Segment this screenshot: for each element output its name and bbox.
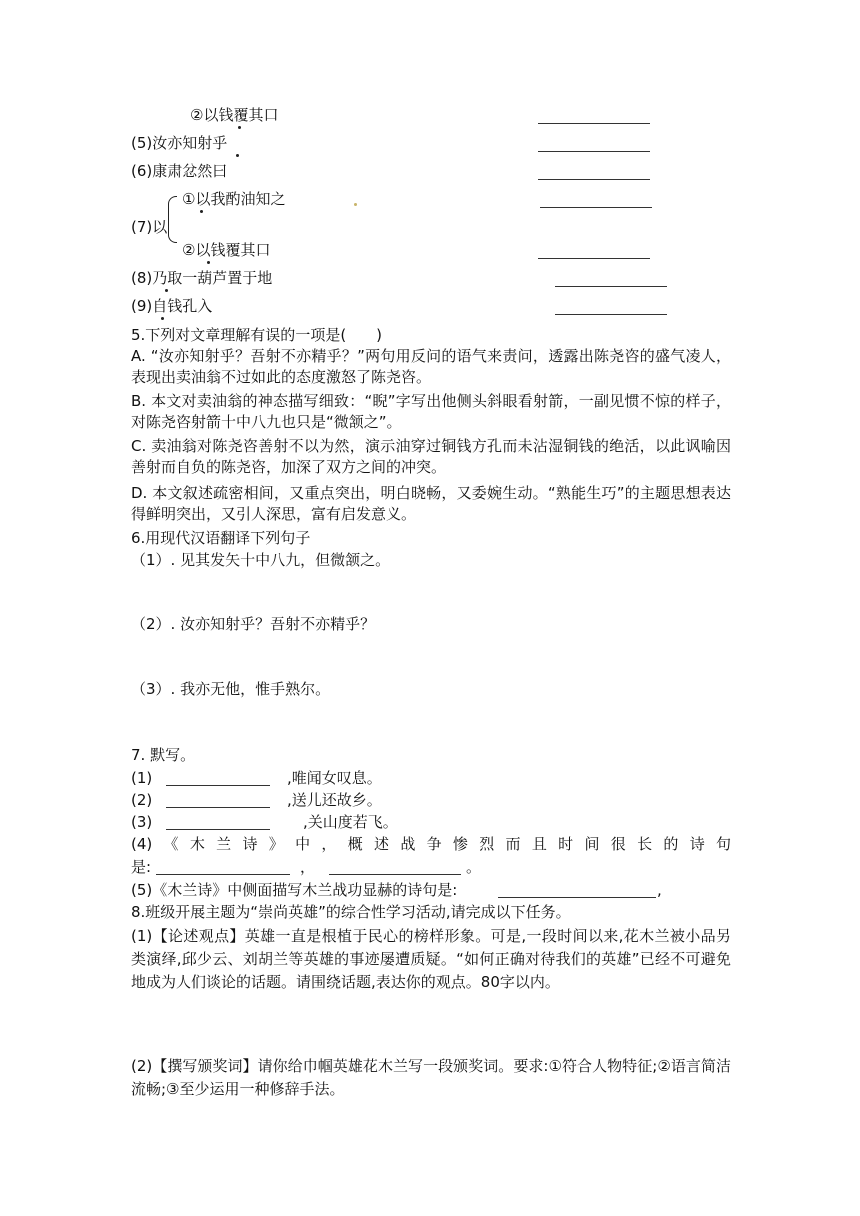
q7-line-1-text: ,唯闻女叹息。 bbox=[287, 769, 382, 787]
q5-option-a: A. “汝亦知射乎？吾射不亦精乎？”两句用反问的语气来责问，透露出陈尧咨的盛气凌人，表现出卖油翁不过如此的态度激怒了陈尧咨。 bbox=[131, 347, 731, 386]
q7-line-5-end: , bbox=[657, 881, 662, 899]
brace-bottom bbox=[168, 219, 177, 243]
stray-mark bbox=[354, 203, 357, 206]
answer-blank[interactable] bbox=[538, 151, 650, 152]
q7-stem: 7. 默写。 bbox=[131, 746, 196, 764]
q7-line-3-num: (3) bbox=[131, 813, 153, 831]
emphasis-dot bbox=[236, 154, 239, 157]
item-8-text: (8)乃取一葫芦置于地 bbox=[131, 269, 273, 287]
fill-blank[interactable] bbox=[166, 807, 270, 808]
q6-sentence-2: （2）. 汝亦知射乎？吾射不亦精乎？ bbox=[131, 615, 376, 633]
q7-line-1-num: (1) bbox=[131, 769, 153, 787]
q7-line-3-text: ,关山度若飞。 bbox=[303, 813, 398, 831]
fill-blank[interactable] bbox=[156, 874, 290, 875]
q7-line-4-comma: ， bbox=[300, 858, 316, 876]
q8-task-2: (2)【撰写颁奖词】请你给巾帼英雄花木兰写一段颁奖词。要求:①符合人物特征;②语言简洁流畅;③至少运用一种修辞手法。 bbox=[131, 1057, 731, 1098]
q7-line-2-text: ,送儿还故乡。 bbox=[287, 791, 382, 809]
answer-blank[interactable] bbox=[540, 207, 652, 208]
item-7-sub1: ①以我酌油知之 bbox=[182, 190, 286, 208]
emphasis-dot bbox=[238, 126, 241, 129]
q7-line-2-num: (2) bbox=[131, 791, 153, 809]
q6-sentence-1: （1）. 见其发矢十中八九，但微颔之。 bbox=[131, 551, 391, 569]
answer-blank[interactable] bbox=[555, 286, 667, 287]
q5-option-c: C. 卖油翁对陈尧咨善射不以为然，演示油穿过铜钱方孔而未沾湿铜钱的绝活，以此讽喻因善射而自负的陈尧咨，加深了双方之间的冲突。 bbox=[131, 437, 731, 476]
answer-blank[interactable] bbox=[538, 179, 650, 180]
brace-top bbox=[168, 196, 177, 220]
item-6-text: (6)康肃忿然曰 bbox=[131, 162, 228, 180]
q6-stem: 6.用现代汉语翻译下列句子 bbox=[131, 529, 311, 547]
q6-sentence-3: （3）. 我亦无他，惟手熟尔。 bbox=[131, 680, 331, 698]
item-7-prefix: (7)以 bbox=[131, 218, 168, 236]
emphasis-dot bbox=[207, 261, 210, 264]
q8-stem: 8.班级开展主题为“崇尚英雄”的综合性学习活动,请完成以下任务。 bbox=[131, 903, 571, 921]
q7-line-5: (5)《木兰诗》中侧面描写木兰战功显赫的诗句是: bbox=[131, 881, 458, 899]
emphasis-dot bbox=[165, 289, 168, 292]
fill-blank[interactable] bbox=[329, 874, 461, 875]
q7-line-4-end: 。 bbox=[466, 858, 482, 876]
item-9-text: (9)自钱孔入 bbox=[131, 297, 213, 315]
q5-option-b: B. 本文对卖油翁的神态描写细致：“睨”字写出他侧头斜眼看射箭，一副见惯不惊的样子，对陈尧咨射箭十中八九也只是“微颔之”。 bbox=[131, 392, 731, 431]
q5-option-d: D. 本文叙述疏密相间，又重点突出，明白晓畅，又委婉生动。“熟能生巧”的主题思想表达得鲜明突出，又引人深思，富有启发意义。 bbox=[131, 484, 731, 523]
q7-line-4: (4)《木兰诗》中，概述战争惨烈而且时间很长的诗句 bbox=[131, 835, 731, 853]
answer-blank[interactable] bbox=[538, 258, 650, 259]
fill-blank[interactable] bbox=[498, 897, 656, 898]
fill-blank[interactable] bbox=[166, 785, 270, 786]
item-a-text: ②以钱覆其口 bbox=[190, 106, 279, 124]
q7-line-4-prefix: 是: bbox=[131, 858, 152, 876]
emphasis-dot bbox=[200, 210, 203, 213]
item-7-sub2: ②以钱覆其口 bbox=[182, 241, 271, 259]
q8-task-1: (1)【论述观点】英雄一直是根植于民心的榜样形象。可是,一段时间以来,花木兰被小品另类演绎,邱少云、刘胡兰等英雄的事迹屡遭质疑。“如何正确对待我们的英雄”已经不可避免地成为人们谈论的话题。请围绕话题,表达你的观点。80字以内。 bbox=[131, 927, 731, 991]
q5-stem: 5.下列对文章理解有误的一项是( ) bbox=[131, 326, 383, 344]
answer-blank[interactable] bbox=[555, 314, 667, 315]
item-5-text: (5)汝亦知射乎 bbox=[131, 134, 228, 152]
answer-blank[interactable] bbox=[538, 123, 650, 124]
emphasis-dot bbox=[161, 317, 164, 320]
fill-blank[interactable] bbox=[166, 829, 270, 830]
